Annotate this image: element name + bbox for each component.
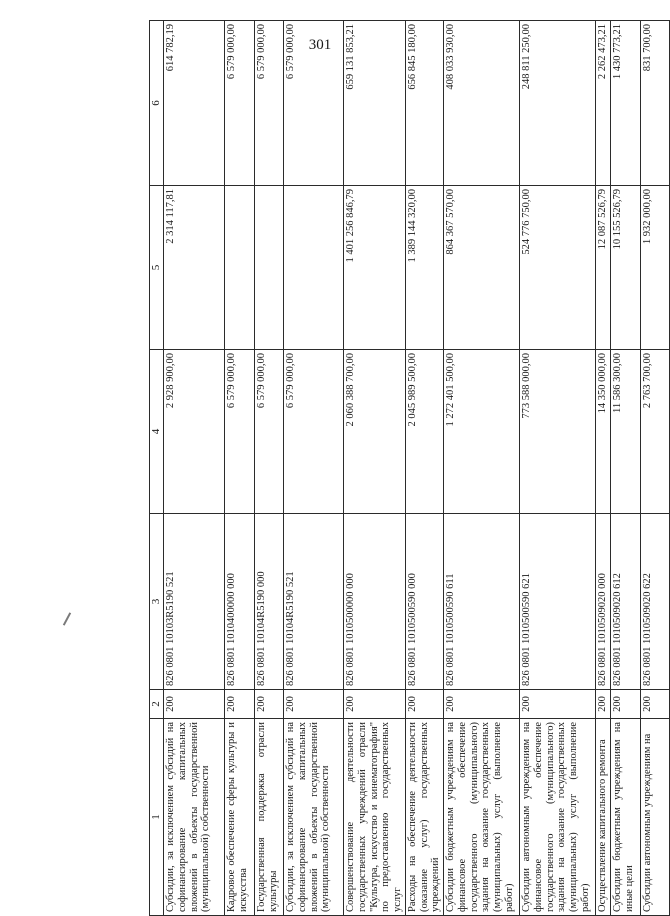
row-kbk: 826 0801 1010509020 612: [611, 514, 641, 690]
row-kbk: 826 0801 1010500000 000: [344, 514, 406, 690]
header-col-5: 5: [150, 186, 164, 350]
row-kbk: 826 0801 1010400000 000: [225, 514, 255, 690]
row-value-4: 6 579 000,00: [255, 350, 284, 514]
row-kbk: 826 0801 10104R5190 521: [284, 514, 344, 690]
table-row: [444, 21, 520, 916]
table-row: [596, 21, 611, 916]
row-code: 200: [520, 690, 596, 719]
row-code: 200: [405, 690, 443, 719]
row-code: 200: [344, 690, 406, 719]
table-row: [344, 21, 406, 916]
row-value-4: 2 045 989 500,00: [405, 350, 443, 514]
table-row: [641, 21, 670, 916]
table-row: [405, 21, 443, 916]
row-value-5: 1 401 256 846,79: [344, 186, 406, 350]
row-value-6: 6 579 000,00: [284, 21, 344, 186]
page-number: 301: [308, 37, 332, 53]
row-name: Государственная поддержка отрасли культуры: [255, 719, 284, 916]
row-kbk: 826 0801 10103R5190 521: [164, 514, 225, 690]
row-name: Субсидии, за исключением субсидий на софинансирование капитальных вложений в объекты государственной (муниципальной) собственности: [164, 719, 225, 916]
row-value-5: 2 314 117,81: [164, 186, 225, 350]
row-code: 200: [284, 690, 344, 719]
row-kbk: 826 0801 1010509020 622: [641, 514, 670, 690]
row-value-6: 831 700,00: [641, 21, 670, 186]
row-kbk: 826 0801 1010500590 000: [405, 514, 443, 690]
row-kbk: 826 0801 10104R5190 000: [255, 514, 284, 690]
row-value-6: 659 131 853,21: [344, 21, 406, 186]
header-row: [150, 21, 164, 916]
row-value-5: 524 776 750,00: [520, 186, 596, 350]
row-kbk: 826 0801 1010500590 611: [444, 514, 520, 690]
row-name: Субсидии автономным учреждениям на: [641, 719, 670, 916]
row-value-6: 6 579 000,00: [255, 21, 284, 186]
table-row: [225, 21, 255, 916]
row-code: 200: [611, 690, 641, 719]
row-value-5: [255, 186, 284, 350]
row-value-6: 2 262 473,21: [596, 21, 611, 186]
row-name: Кадровое обеспечение сферы культуры и искусства: [225, 719, 255, 916]
header-col-4: 4: [150, 350, 164, 514]
row-code: 200: [164, 690, 225, 719]
row-name: Субсидии бюджетным учреждениям на иные цели: [611, 719, 641, 916]
row-value-5: [225, 186, 255, 350]
row-kbk: 826 0801 1010500590 621: [520, 514, 596, 690]
row-value-4: 11 586 300,00: [611, 350, 641, 514]
row-name: Расходы на обеспечение деятельности (оказание услуг) государственных учреждений: [405, 719, 443, 916]
row-value-6: 1 430 773,21: [611, 21, 641, 186]
row-name: Субсидии, за исключением субсидий на софинансирование капитальных вложений в объекты государственной (муниципальной) собственности: [284, 719, 344, 916]
row-kbk: 826 0801 1010509020 000: [596, 514, 611, 690]
row-code: 200: [444, 690, 520, 719]
row-value-5: 864 367 570,00: [444, 186, 520, 350]
header-col-3: 3: [150, 514, 164, 690]
row-value-5: [284, 186, 344, 350]
row-name: Субсидии бюджетным учреждениям на финансовое обеспечение государственного (муниципального) задания на оказание государственных (муниципальных) услуг (выполнение работ): [444, 719, 520, 916]
row-name: Совершенствование деятельности государственных учреждений отрасли "Культура, искусство и кинематография" по предоставлению государственных услуг: [344, 719, 406, 916]
row-name: Осуществление капитального ремонта: [596, 719, 611, 916]
table-row: [520, 21, 596, 916]
row-value-6: 6 579 000,00: [225, 21, 255, 186]
row-value-5: 1 389 144 320,00: [405, 186, 443, 350]
row-value-4: 6 579 000,00: [284, 350, 344, 514]
row-value-5: 12 087 526,79: [596, 186, 611, 350]
row-code: 200: [225, 690, 255, 719]
row-value-4: 2 060 388 700,00: [344, 350, 406, 514]
row-value-4: 773 588 000,00: [520, 350, 596, 514]
row-value-4: 6 579 000,00: [225, 350, 255, 514]
header-col-2: 2: [150, 690, 164, 719]
table-row: [284, 21, 344, 916]
row-value-6: 614 782,19: [164, 21, 225, 186]
row-value-4: 2 763 700,00: [641, 350, 670, 514]
header-col-1: 1: [150, 719, 164, 916]
table-row: [611, 21, 641, 916]
row-value-5: 10 155 526,79: [611, 186, 641, 350]
table-row: [255, 21, 284, 916]
row-code: 200: [641, 690, 670, 719]
row-code: 200: [255, 690, 284, 719]
budget-table: [149, 20, 670, 916]
scan-mark: [63, 612, 71, 625]
table-row: [164, 21, 225, 916]
row-value-4: 14 350 000,00: [596, 350, 611, 514]
budget-table-rotated: [149, 21, 653, 916]
row-name: Субсидии автономным учреждениям на финансовое обеспечение государственного (муниципального) задания на оказание государственных (муниципальных) услуг (выполнение работ): [520, 719, 596, 916]
row-value-6: 408 033 930,00: [444, 21, 520, 186]
row-value-4: 1 272 401 500,00: [444, 350, 520, 514]
row-value-5: 1 932 000,00: [641, 186, 670, 350]
row-value-6: 656 845 180,00: [405, 21, 443, 186]
row-value-6: 248 811 250,00: [520, 21, 596, 186]
row-code: 200: [596, 690, 611, 719]
header-col-6: 6: [150, 21, 164, 186]
row-value-4: 2 928 900,00: [164, 350, 225, 514]
